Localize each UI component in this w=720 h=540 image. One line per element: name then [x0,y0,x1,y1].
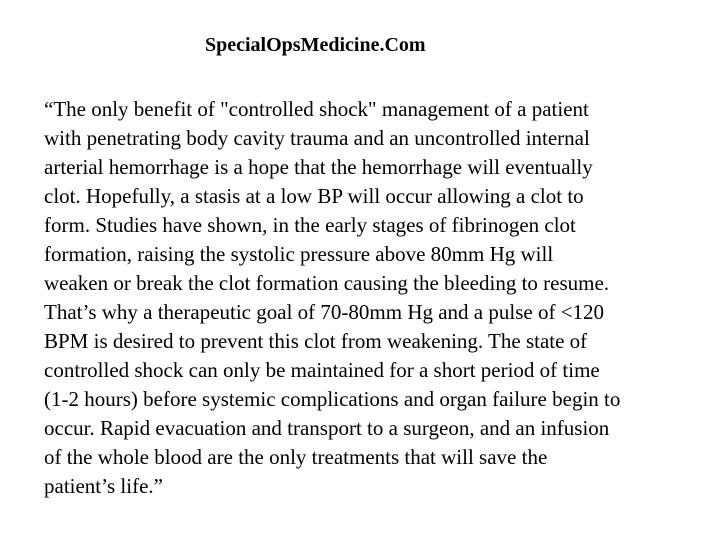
site-title: SpecialOpsMedicine.Com [205,34,426,56]
quote-line: of the whole blood are the only treatments that will save the [44,445,548,469]
quote-line: (1-2 hours) before systemic complications and organ failure begin to [44,387,621,411]
quote-line: occur. Rapid evacuation and transport to a surgeon, and an infusion [44,416,610,440]
quote-line: That’s why a therapeutic goal of 70-80mm Hg and a pulse of <120 [44,300,605,324]
quote-line: BPM is desired to prevent this clot from weakening. The state of [44,329,588,353]
quote-line: with penetrating body cavity trauma and an uncontrolled internal [44,126,590,150]
quote-line: patient’s life.” [44,474,163,498]
quote-line: controlled shock can only be maintained for a short period of time [44,358,600,382]
quote-line: clot. Hopefully, a stasis at a low BP will occur allowing a clot to [44,184,584,208]
quote-line: “The only benefit of "controlled shock" management of a patient [44,97,589,121]
quote-paragraph [44,95,709,501]
quote-line: arterial hemorrhage is a hope that the hemorrhage will eventually [44,155,593,179]
quote-line: formation, raising the systolic pressure above 80mm Hg will [44,242,554,266]
quote-line: weaken or break the clot formation causing the bleeding to resume. [44,271,610,295]
quote-line: form. Studies have shown, in the early stages of fibrinogen clot [44,213,576,237]
